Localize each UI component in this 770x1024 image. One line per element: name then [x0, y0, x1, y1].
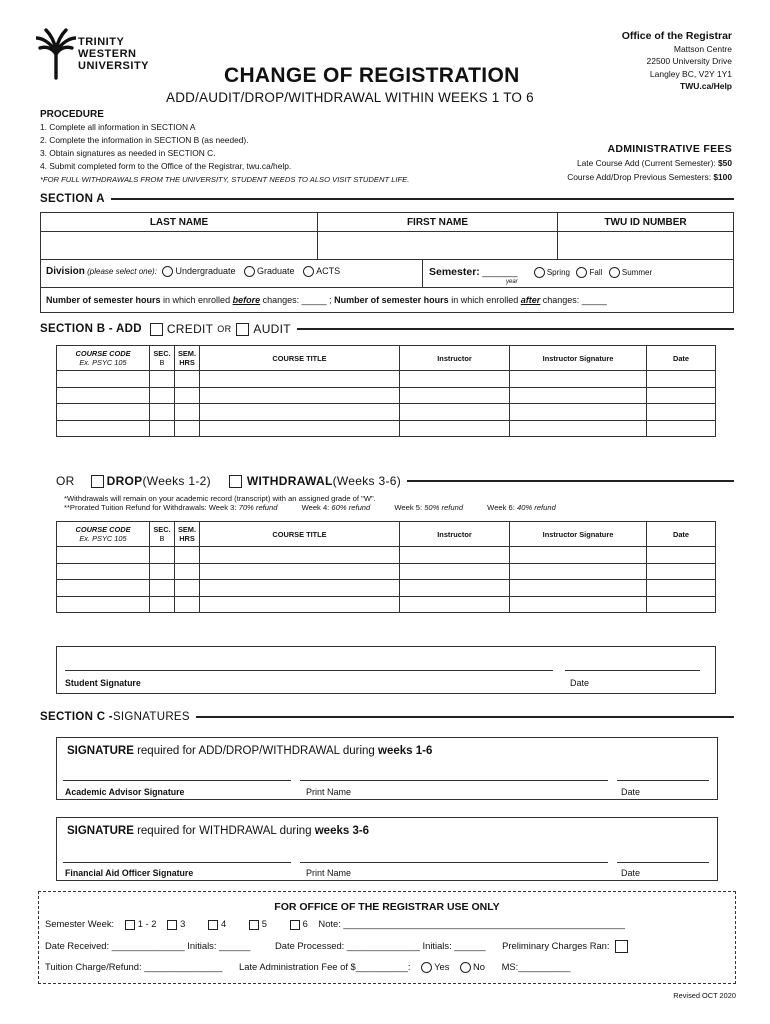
procedure-block: PROCEDURE 1. Complete all information in SECTION A 2. Complete the information in SECTION B (as needed). 3. Obtain signatures as needed in SECTION C. 4. Submit completed form to the Office of the Registrar, twu.ca/help. *FOR FULL WITHDRAWALS FROM THE UNIVERSITY, STUDENT NEEDS TO ALSO VISIT STUDENT LIFE.: [40, 109, 410, 184]
radio-icon: [460, 962, 471, 973]
refund-note: **Prorated Tuition Refund for Withdrawals: Week 3: 70% refund Week 4: 60% refund Week 5: 50% refund Week 6: 40% refund: [64, 503, 556, 512]
radio-icon: [576, 267, 587, 278]
help-link[interactable]: TWU.ca/Help: [680, 81, 732, 91]
table-row[interactable]: [57, 420, 716, 437]
week-6-checkbox[interactable]: [290, 920, 300, 930]
signature-box-weeks-3-6: SIGNATURE required for WITHDRAWAL during weeks 3-6 Financial Aid Officer Signature Print Name Date: [56, 817, 718, 881]
semester-year-input[interactable]: _______: [479, 267, 518, 277]
date-received-row: Date Received: ______________ Initials: ______ Date Processed: ______________ Initials: ______ Preliminary Charges Ran:: [45, 940, 628, 953]
radio-icon: [609, 267, 620, 278]
student-signature-box: Student Signature Date: [56, 646, 716, 694]
logo-wordmark: TRINITY WESTERN UNIVERSITY: [78, 36, 150, 72]
drop-course-table: COURSE CODE Ex. PSYC 105 SEC. B SEM. HRS COURSE TITLE Instructor Instructor Signature Date: [56, 521, 716, 613]
division-acts[interactable]: ACTS: [303, 266, 340, 276]
finaid-print-line[interactable]: [300, 862, 608, 863]
radio-icon: [162, 266, 173, 277]
table-row[interactable]: [57, 596, 716, 613]
table-row[interactable]: [57, 580, 716, 597]
semester-week-row: Semester Week: 1 - 2 3 4 5 6 Note: ______________________________________________________: [45, 918, 625, 929]
add-course-table: COURSE CODE Ex. PSYC 105 SEC. B SEM. HRS COURSE TITLE Instructor Instructor Signature Date: [56, 345, 716, 437]
week-3-checkbox[interactable]: [167, 920, 177, 930]
date-received-field[interactable]: Date Received: ______________ Initials: ______: [45, 940, 251, 951]
prelim-charges-checkbox[interactable]: [615, 940, 628, 953]
audit-checkbox[interactable]: [236, 323, 249, 336]
table-row[interactable]: [57, 547, 716, 564]
last-name-input[interactable]: [41, 232, 318, 260]
ms-field[interactable]: MS:__________: [501, 961, 571, 972]
office-address: Office of the Registrar Mattson Centre 22500 University Drive Langley BC, V2Y 1Y1 TWU.ca/Help: [621, 30, 732, 91]
drop-checkbox[interactable]: [91, 475, 104, 488]
student-signature-line[interactable]: [65, 670, 553, 671]
advisor-date-line[interactable]: [617, 780, 709, 781]
note-field[interactable]: Note: ______________________________________________________: [318, 918, 625, 929]
date-processed-field[interactable]: Date Processed: ______________ Initials: ______: [274, 940, 486, 951]
week-5-checkbox[interactable]: [249, 920, 259, 930]
drop-withdrawal-heading: OR DROP (Weeks 1-2) WITHDRAWAL (Weeks 3-6): [56, 474, 734, 488]
advisor-signature-line[interactable]: [63, 780, 291, 781]
radio-icon: [421, 962, 432, 973]
finaid-date-line[interactable]: [617, 862, 709, 863]
semester-row: Semester: _______ Spring Fall Summer: [429, 266, 653, 278]
advisor-print-line[interactable]: [300, 780, 608, 781]
tuition-field[interactable]: Tuition Charge/Refund: _______________: [45, 961, 223, 972]
late-fee-yes[interactable]: Yes: [421, 961, 449, 972]
week-4-checkbox[interactable]: [208, 920, 218, 930]
semester-spring[interactable]: Spring: [534, 268, 570, 277]
radio-icon: [534, 267, 545, 278]
withdrawal-checkbox[interactable]: [229, 475, 242, 488]
section-b-heading: SECTION B - ADD CREDIT OR AUDIT: [40, 322, 734, 336]
university-logo: [36, 28, 166, 80]
division-row: Division (please select one): Undergraduate Graduate ACTS: [46, 266, 341, 277]
tuition-row: [45, 961, 570, 973]
col-last-name: LAST NAME: [41, 213, 318, 232]
division-grad[interactable]: Graduate: [244, 266, 295, 276]
form-subtitle: ADD/AUDIT/DROP/WITHDRAWAL WITHIN WEEKS 1 TO 6: [166, 90, 534, 105]
first-name-input[interactable]: [318, 232, 558, 260]
revision-date: Revised OCT 2020: [673, 991, 736, 1000]
tree-logo-icon: [36, 28, 76, 80]
late-fee-no[interactable]: No: [460, 961, 485, 972]
twu-id-input[interactable]: [558, 232, 734, 260]
student-date-line[interactable]: [565, 670, 700, 671]
radio-icon: [244, 266, 255, 277]
credit-checkbox[interactable]: [150, 323, 163, 336]
year-hint: year: [506, 279, 518, 285]
finaid-signature-line[interactable]: [63, 862, 291, 863]
late-fee-field[interactable]: Late Administration Fee of $__________:: [239, 961, 411, 972]
administrative-fees: ADMINISTRATIVE FEES Late Course Add (Current Semester): $50 Course Add/Drop Previous Semesters: $100: [567, 143, 732, 182]
col-first-name: FIRST NAME: [318, 213, 558, 232]
table-row[interactable]: [57, 387, 716, 404]
withdrawal-note: *Withdrawals will remain on your academic record (transcript) with an assigned grade of "W".: [64, 494, 376, 503]
radio-icon: [303, 266, 314, 277]
section-c-heading: SECTION C - SIGNATURES: [40, 711, 734, 723]
col-twu-id: TWU ID NUMBER: [558, 213, 734, 232]
week-1-2-checkbox[interactable]: [125, 920, 135, 930]
division-undergrad[interactable]: Undergraduate: [162, 266, 235, 276]
form-title: CHANGE OF REGISTRATION: [224, 64, 520, 87]
semester-fall[interactable]: Fall: [576, 268, 602, 277]
table-row[interactable]: [57, 563, 716, 580]
semester-hours-row[interactable]: Number of semester hours in which enrolled before changes: _____ ; Number of semester hours in which enrolled after changes: _____: [46, 295, 607, 305]
signature-box-weeks-1-6: SIGNATURE required for ADD/DROP/WITHDRAWAL during weeks 1-6 Academic Advisor Signature Print Name Date: [56, 737, 718, 800]
office-use-box: FOR OFFICE OF THE REGISTRAR USE ONLY Semester Week: 1 - 2 3 4 5 6 Note: ______________________________________________________ Date Received: ______________ Initials: ______ Date Processed: ______________ Initials: ______ Preliminary Charges Ran: Tuition Charge/Refund: _______________ Late Administration Fee of $__________: Yes No MS:__________: [38, 891, 736, 984]
table-row[interactable]: [57, 404, 716, 421]
semester-summer[interactable]: Summer: [609, 268, 652, 277]
section-a-heading: SECTION A: [40, 193, 734, 205]
section-a-box: [40, 212, 734, 313]
table-row[interactable]: [57, 371, 716, 388]
